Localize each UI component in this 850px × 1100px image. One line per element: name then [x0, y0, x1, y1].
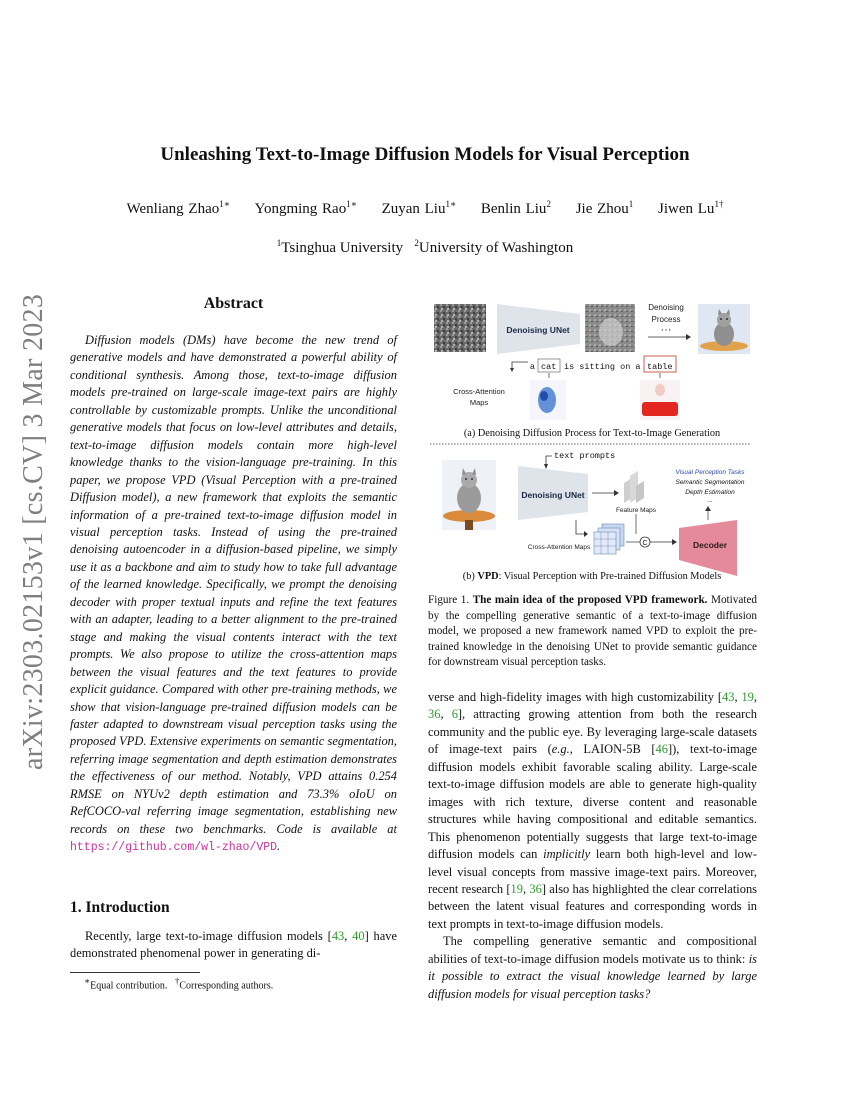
author: Benlin Liu$^2$ [480, 199, 551, 217]
input-cat-image [442, 460, 496, 530]
code-link[interactable]: https://github.com/wl-zhao/VPD [70, 841, 278, 855]
abstract-body: Diffusion models (DMs) have become the new trend of generative models and have demonstrated a powerful ability of conditional synthesis. Among those, text-to-image diffusion models pre-trained on large-scale image-text pairs are highly controllable by customizable prompts. Unlike the unconditional generative models that focus on low-level attributes and details, text-to-image diffusion models contain more high-level knowledge thanks to the vision-language pre-training. In this paper, we propose VPD (Visual Perception with a pre-trained Diffusion model), a new framework that exploits the semantic information of a pre-trained text-to-image diffusion model in visual perception tasks. Instead of using the pre-trained denoising autoencoder in a diffusion-based pipeline, we simply use it as a backbone and aim to study how to take full advantage of the learned knowledge. Specifically, we prompt the denoising decoder with proper textual inputs and refine the text features with an adapter, leading to a better alignment to the pre-trained stage and making the visual contents interact with the text prompts. We also propose to utilize the cross-attention maps between the visual features and the text features to provide explicit guidance. Compared with other pre-training methods, we show that vision-language pre-trained diffusion models can be faster adapted to downstream visual perception tasks using the proposed VPD. Extensive experiments on semantic segmentation, referring image segmentation and depth estimation demonstrates the effectiveness of our method. Notably, VPD attains 0.254 RMSE on NYUv2 depth estimation and 73.3% oIoU on RefCOCO-val referring image segmentation, establishing new records on these two benchmarks. Code is available at https://github.com/wl-zhao/VPD. [70, 333, 397, 855]
author: Yongming Rao$^{1∗}$ [254, 199, 357, 217]
citation-link[interactable]: 6 [451, 707, 458, 722]
cross-attention-label: Cross-Attention [453, 387, 505, 396]
unet-label-b: Denoising UNet [521, 490, 585, 500]
figure-1-diagram [428, 298, 757, 586]
prompt-word-table: table [647, 362, 673, 372]
cross-attention-map-cat [530, 380, 566, 420]
citation-link[interactable]: 36 [529, 881, 542, 896]
cross-attention-map-table [640, 380, 680, 420]
footnote-rule [70, 972, 200, 973]
process-label: Denoising [648, 303, 684, 312]
citation-link[interactable]: 19 [510, 881, 523, 896]
author: Zuyan Liu$^{1∗}$ [381, 199, 457, 217]
paragraph: The compelling generative semantic and compositional abilities of text-to-image diffusion models motivate us to think: is it possible to extract the visual knowledge learned by large diffusion models for visual perception tasks? [428, 934, 757, 1001]
author: Wenliang Zhao$^{1∗}$ [126, 199, 230, 217]
task-item: Depth Estimation [685, 489, 735, 496]
abstract-heading: Abstract [203, 295, 264, 312]
unet-label: Denoising UNet [506, 325, 570, 335]
figure-caption: Figure 1. The main idea of the proposed VPD framework. Motivated by the compelling generative semantic of a text-to-image diffusion model, we proposed a new framework named VPD to exploit the pre-trained knowledge in the denoising UNet to provide semantic guidance for downstream visual perception tasks. [428, 594, 758, 668]
process-label: Process [651, 315, 681, 324]
task-item: Semantic Segmentation [675, 479, 745, 486]
generated-cat-image [698, 304, 750, 354]
noise-image [434, 304, 486, 352]
cross-attention-grid [594, 524, 624, 554]
cross-attention-maps-label: Cross-Attention Maps [527, 544, 591, 551]
author-list [0, 199, 850, 218]
prompt-word-cat: cat [541, 362, 557, 372]
citation-link[interactable]: 43 [722, 690, 735, 704]
footnote: ∗Equal contribution. †Corresponding authors. [84, 976, 274, 992]
tasks-title: Visual Perception Tasks [675, 469, 745, 476]
text-prompts-label: text prompts [554, 451, 616, 461]
intro-paragraph: Recently, large text-to-image diffusion models [43, 40] have demonstrated phenomenal power in generating di- [70, 929, 398, 961]
citation-link[interactable]: 36 [428, 707, 441, 722]
citation-link[interactable]: 19 [741, 690, 754, 704]
citation-link[interactable]: 43 [331, 929, 345, 943]
feature-maps-label: Feature Maps [615, 507, 657, 514]
section-heading-introduction: 1. Introduction [70, 899, 170, 916]
right-column-text [428, 689, 757, 1003]
paper-title: Unleashing Text-to-Image Diffusion Models for Visual Perception [160, 144, 690, 165]
author: Jie Zhou$^1$ [575, 199, 634, 217]
feature-maps [624, 471, 644, 503]
subfigure-a-caption: (a) Denoising Diffusion Process for Text-to-Image Generation [463, 428, 721, 439]
author: Jiwen $Lu^{1\dagger}$ [658, 199, 724, 217]
prompt-word: a [530, 361, 535, 371]
subfigure-b-caption: (b) VPD: Visual Perception with Pre-trained Diffusion Models [462, 571, 722, 582]
decoder-label: Decoder [692, 540, 728, 550]
figure-1 [428, 298, 757, 586]
prompt-words: is sitting on a [564, 362, 641, 372]
citation-link[interactable]: 40 [352, 929, 365, 943]
concat-label: C [642, 540, 648, 547]
cross-attention-label: Maps [469, 398, 489, 407]
paragraph: verse and high-fidelity images with high customizability [43, 19, 36, 6], attracting growing attention from both the research community and the public eye. By leveraging large-scale datasets of image-text pairs (e.g., LAION-5B [46]), text-to-image diffusion models exhibit favorable scaling ability. Large-scale text-to-image diffusion models are able to generate high-quality images with rich texture, diverse content and reasonable structures while having compositional and editable semantics. This phenomenon potentially suggests that large text-to-image diffusion models can implicitly learn both high-level and low-level visual concepts from massive image-text pairs. Moreover, recent research [19, 36] also has highlighted the clear correlations between the latent visual features and corresponding words in text prompts in text-to-image diffusion models. [428, 690, 758, 931]
citation-link[interactable]: 46 [655, 742, 668, 757]
arxiv-stamp: arXiv:2303.02153v1 [cs.CV] 3 Mar 2023 [18, 293, 49, 770]
task-more: ... [707, 497, 713, 504]
ellipsis: ··· [660, 324, 672, 336]
prompt-arrow [512, 362, 528, 370]
affiliations: $^1$Tsinghua University $^2$University of Washington [276, 238, 574, 256]
